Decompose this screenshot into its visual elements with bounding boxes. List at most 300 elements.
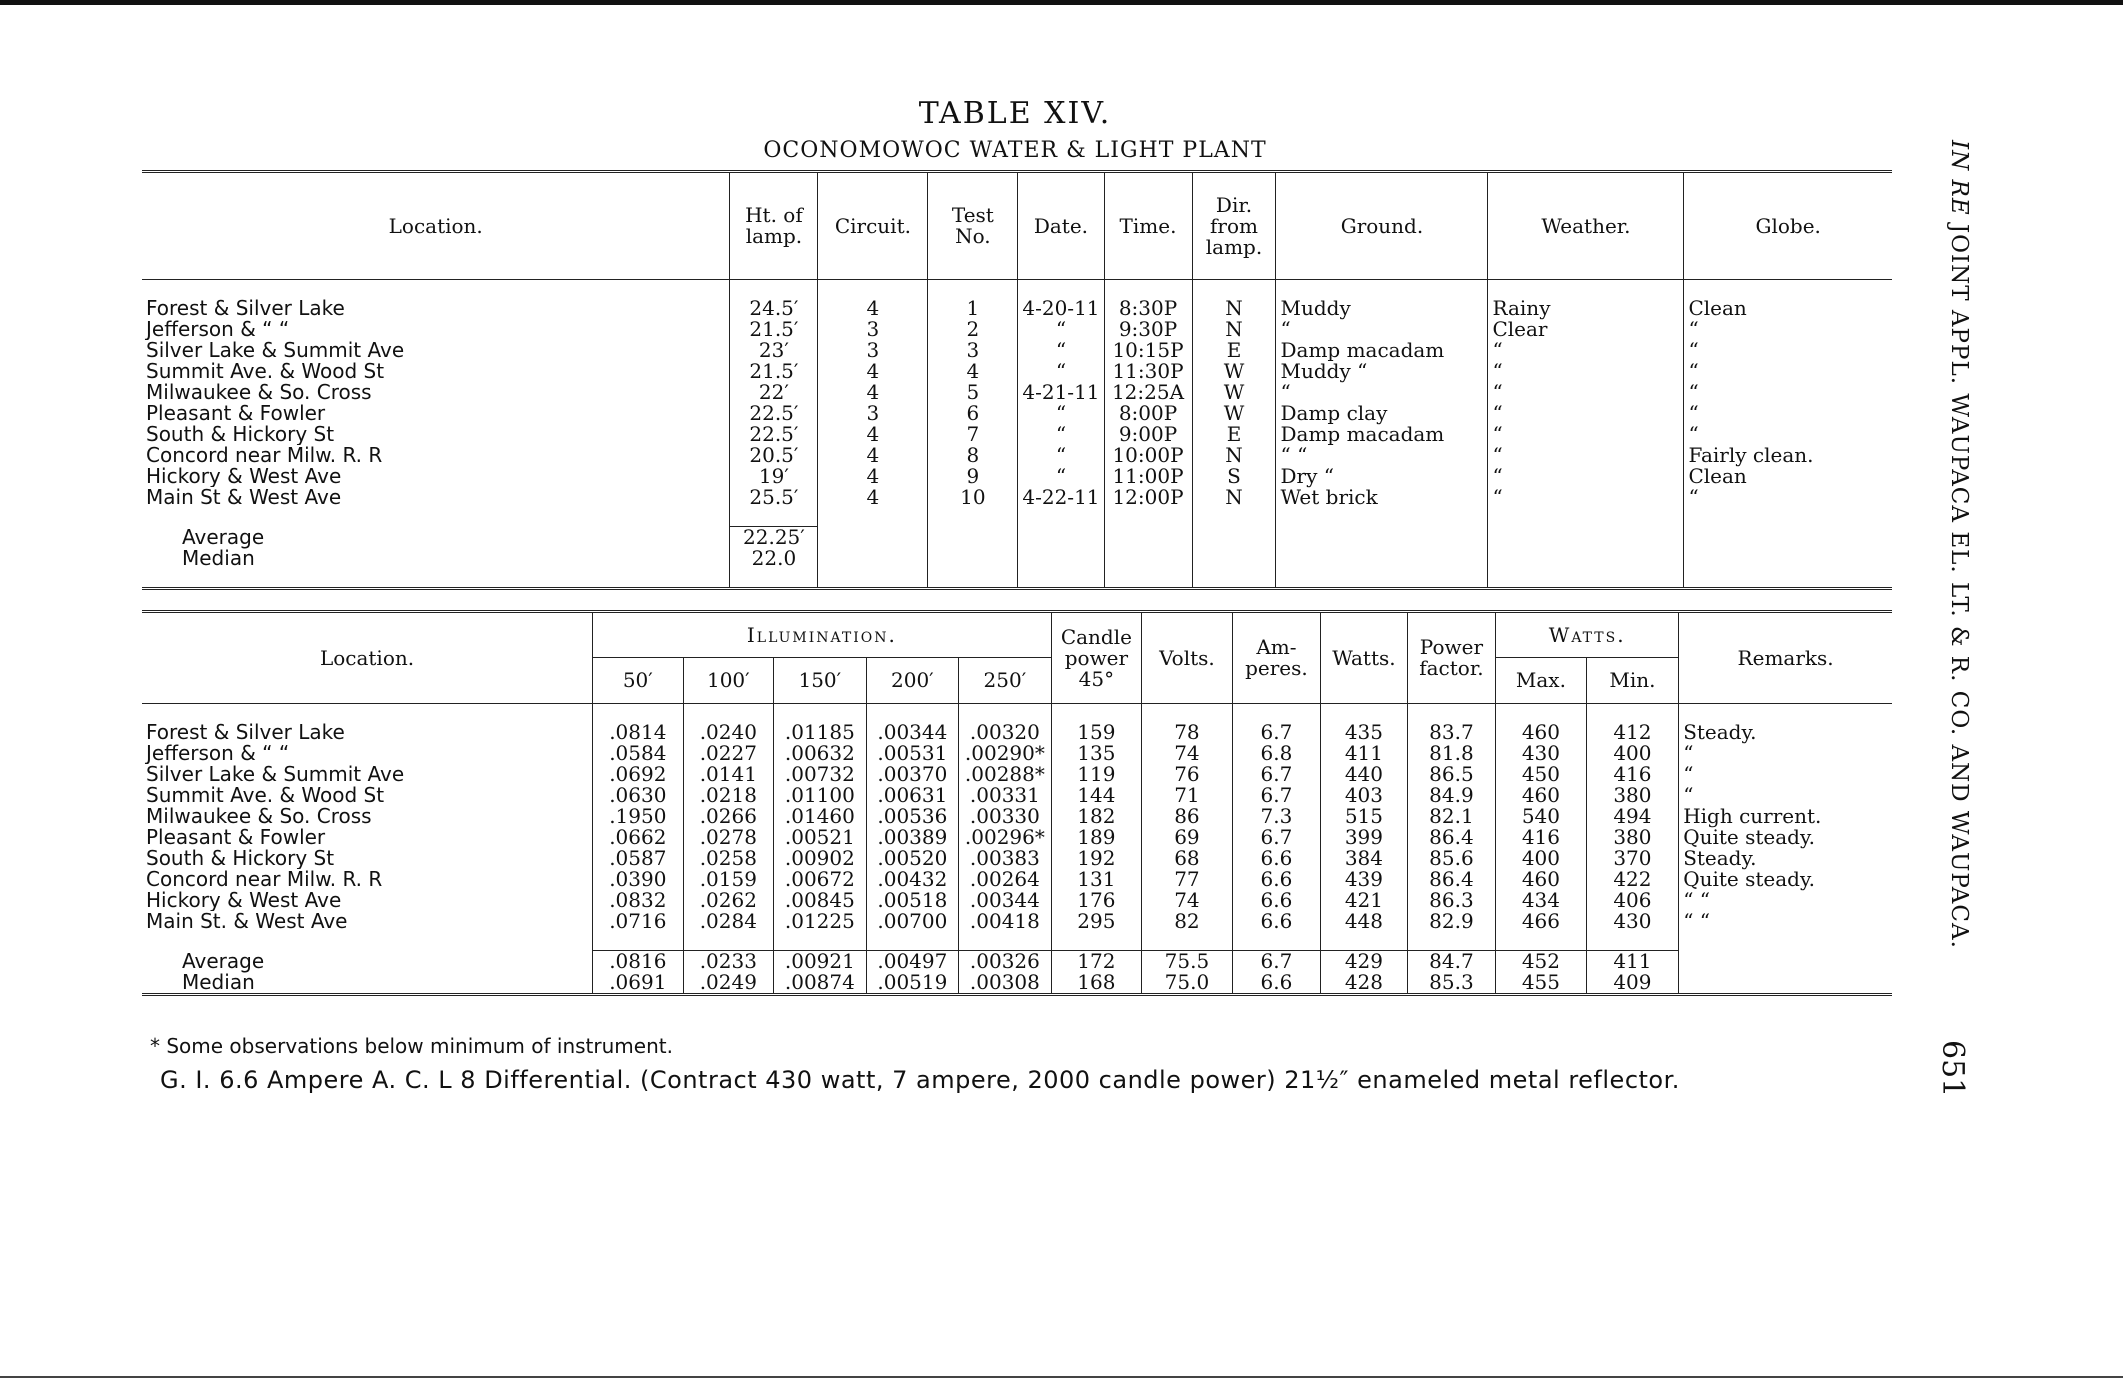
- cell-remarks: “: [1679, 743, 1892, 764]
- col2-ill-50: 50′: [593, 658, 684, 704]
- table-row: [142, 361, 1892, 382]
- cell-amps: 6.7: [1232, 785, 1321, 806]
- col2-location: Location.: [142, 612, 593, 704]
- cell-remarks: “: [1679, 785, 1892, 806]
- cell-illumination: .00631: [866, 785, 959, 806]
- col-location: Location.: [142, 172, 730, 280]
- cell-illumination: .00531: [866, 743, 959, 764]
- cell-volts: 74: [1142, 743, 1233, 764]
- summary-cp: 168: [1051, 972, 1142, 995]
- table-row: [142, 298, 1892, 319]
- cell-volts: 76: [1142, 764, 1233, 785]
- cell-dir: N: [1192, 445, 1276, 466]
- cell-ground: Muddy “: [1276, 361, 1488, 382]
- cell-illumination: .0266: [683, 806, 774, 827]
- cell-pf: 86.4: [1407, 869, 1496, 890]
- cell-volts: 68: [1142, 848, 1233, 869]
- cell-ht: 22.5′: [730, 424, 818, 445]
- cell-location: Summit Ave. & Wood St: [146, 361, 385, 382]
- cell-illumination: .0141: [683, 764, 774, 785]
- cell-test: 6: [928, 403, 1018, 424]
- cell-test: 9: [928, 466, 1018, 487]
- cell-amps: 6.7: [1232, 764, 1321, 785]
- summary-ht: 22.25′: [730, 527, 818, 549]
- cell-circuit: 4: [818, 445, 928, 466]
- col2-candle-power: Candle power 45°: [1051, 612, 1142, 704]
- cell-ground: Damp clay: [1276, 403, 1488, 424]
- cell-min: 416: [1586, 764, 1679, 785]
- cell-ground: “: [1276, 319, 1488, 340]
- cell-date: 4-20-11: [1018, 298, 1104, 319]
- cell-cp: 135: [1051, 743, 1142, 764]
- cell-globe: “: [1684, 424, 1892, 445]
- summary-illumination: .0233: [683, 951, 774, 973]
- cell-pf: 82.9: [1407, 911, 1496, 932]
- footnote: * Some observations below minimum of instrument.: [150, 1034, 673, 1058]
- cell-weather: “: [1488, 445, 1684, 466]
- cell-illumination: .00536: [866, 806, 959, 827]
- cell-location: Main St. & West Ave: [146, 911, 348, 932]
- cell-dir: W: [1192, 361, 1276, 382]
- cell-amps: 6.8: [1232, 743, 1321, 764]
- cell-illumination: .01185: [774, 722, 867, 743]
- cell-pf: 85.6: [1407, 848, 1496, 869]
- cell-ht: 22.5′: [730, 403, 818, 424]
- col2-volts: Volts.: [1142, 612, 1233, 704]
- table-row: [142, 382, 1892, 403]
- cell-pf: 82.1: [1407, 806, 1496, 827]
- cell-volts: 78: [1142, 722, 1233, 743]
- cell-watts: 411: [1321, 743, 1407, 764]
- cell-illumination: .0662: [593, 827, 684, 848]
- cell-max: 434: [1496, 890, 1587, 911]
- cell-cp: 176: [1051, 890, 1142, 911]
- summary-volts: 75.0: [1142, 972, 1233, 995]
- cell-location: Forest & Silver Lake: [146, 298, 345, 319]
- col2-watts: Watts.: [1321, 612, 1407, 704]
- cell-date: “: [1018, 424, 1104, 445]
- cell-illumination: .00672: [774, 869, 867, 890]
- cell-weather: “: [1488, 340, 1684, 361]
- table-subtitle: OCONOMOWOC WATER & LIGHT PLANT: [763, 138, 1267, 163]
- cell-amps: 6.7: [1232, 827, 1321, 848]
- cell-location: South & Hickory St: [146, 424, 335, 445]
- col2-ill-200: 200′: [866, 658, 959, 704]
- summary-pf: 84.7: [1407, 951, 1496, 973]
- cell-time: 10:00P: [1104, 445, 1192, 466]
- cell-illumination: .00288*: [959, 764, 1052, 785]
- cell-location: Silver Lake & Summit Ave: [146, 764, 405, 785]
- cell-time: 12:00P: [1104, 487, 1192, 508]
- col-weather: Weather.: [1488, 172, 1684, 280]
- summary-max: 455: [1496, 972, 1587, 995]
- cell-time: 9:00P: [1104, 424, 1192, 445]
- cell-illumination: .00344: [959, 890, 1052, 911]
- cell-weather: “: [1488, 382, 1684, 403]
- cell-dir: W: [1192, 382, 1276, 403]
- cell-illumination: .0584: [593, 743, 684, 764]
- cell-illumination: .0278: [683, 827, 774, 848]
- cell-illumination: .0692: [593, 764, 684, 785]
- summary-row: [142, 527, 1892, 549]
- cell-remarks: Quite steady.: [1679, 869, 1892, 890]
- cell-volts: 74: [1142, 890, 1233, 911]
- col2-power-factor: Power factor.: [1407, 612, 1496, 704]
- cell-time: 12:25A: [1104, 382, 1192, 403]
- cell-cp: 131: [1051, 869, 1142, 890]
- cell-time: 8:30P: [1104, 298, 1192, 319]
- cell-watts: 403: [1321, 785, 1407, 806]
- cell-ground: Damp macadam: [1276, 340, 1488, 361]
- cell-pf: 86.4: [1407, 827, 1496, 848]
- cell-circuit: 4: [818, 382, 928, 403]
- cell-test: 8: [928, 445, 1018, 466]
- cell-location: Jefferson & “ “: [146, 319, 290, 340]
- col2-amperes: Am-peres.: [1232, 612, 1321, 704]
- cell-illumination: .00383: [959, 848, 1052, 869]
- cell-location: Main St & West Ave: [146, 487, 342, 508]
- cell-globe: “: [1684, 382, 1892, 403]
- table-row: [142, 340, 1892, 361]
- summary-illumination: .00326: [959, 951, 1052, 973]
- cell-max: 540: [1496, 806, 1587, 827]
- cell-ground: Dry “: [1276, 466, 1488, 487]
- cell-ht: 20.5′: [730, 445, 818, 466]
- cell-date: “: [1018, 445, 1104, 466]
- cell-illumination: .0218: [683, 785, 774, 806]
- cell-amps: 6.7: [1232, 722, 1321, 743]
- page-bottom-rule: [0, 1376, 2123, 1378]
- cell-illumination: .0227: [683, 743, 774, 764]
- cell-illumination: .00264: [959, 869, 1052, 890]
- cell-max: 400: [1496, 848, 1587, 869]
- cell-circuit: 3: [818, 340, 928, 361]
- cell-test: 1: [928, 298, 1018, 319]
- cell-illumination: .00902: [774, 848, 867, 869]
- cell-ht: 23′: [730, 340, 818, 361]
- summary-illumination: .0249: [683, 972, 774, 995]
- cell-min: 370: [1586, 848, 1679, 869]
- cell-volts: 86: [1142, 806, 1233, 827]
- running-head: [1940, 140, 1974, 1080]
- cell-ht: 19′: [730, 466, 818, 487]
- col-ht-of-lamp: Ht. of lamp.: [730, 172, 818, 280]
- cell-illumination: .0240: [683, 722, 774, 743]
- col-circuit: Circuit.: [818, 172, 928, 280]
- cell-watts: 439: [1321, 869, 1407, 890]
- cell-illumination: .00320: [959, 722, 1052, 743]
- col2-watts-group: Watts.: [1496, 612, 1679, 658]
- page-top-rule: [0, 0, 2123, 5]
- cell-illumination: .0390: [593, 869, 684, 890]
- cell-location: Milwaukee & So. Cross: [146, 382, 372, 403]
- cell-cp: 119: [1051, 764, 1142, 785]
- table-row: [142, 848, 1892, 869]
- cell-dir: E: [1192, 424, 1276, 445]
- cell-globe: “: [1684, 487, 1892, 508]
- cell-amps: 7.3: [1232, 806, 1321, 827]
- table-row: [142, 764, 1892, 785]
- cell-ground: Wet brick: [1276, 487, 1488, 508]
- summary-pf: 85.3: [1407, 972, 1496, 995]
- cell-watts: 448: [1321, 911, 1407, 932]
- cell-cp: 144: [1051, 785, 1142, 806]
- cell-illumination: .0814: [593, 722, 684, 743]
- cell-location: Hickory & West Ave: [146, 890, 342, 911]
- cell-max: 450: [1496, 764, 1587, 785]
- cell-weather: Rainy: [1488, 298, 1684, 319]
- cell-min: 422: [1586, 869, 1679, 890]
- cell-illumination: .01225: [774, 911, 867, 932]
- summary-row: [142, 548, 1892, 569]
- cell-location: Pleasant & Fowler: [146, 827, 326, 848]
- cell-dir: W: [1192, 403, 1276, 424]
- cell-illumination: .00432: [866, 869, 959, 890]
- cell-test: 3: [928, 340, 1018, 361]
- col-test-no: Test No.: [928, 172, 1018, 280]
- cell-max: 460: [1496, 785, 1587, 806]
- table-row: [142, 827, 1892, 848]
- col2-min: Min.: [1586, 658, 1679, 704]
- cell-date: 4-21-11: [1018, 382, 1104, 403]
- cell-globe: Clean: [1684, 298, 1892, 319]
- summary-volts: 75.5: [1142, 951, 1233, 973]
- cell-time: 10:15P: [1104, 340, 1192, 361]
- cell-cp: 189: [1051, 827, 1142, 848]
- cell-min: 494: [1586, 806, 1679, 827]
- cell-ground: “: [1276, 382, 1488, 403]
- summary-illumination: .00874: [774, 972, 867, 995]
- cell-watts: 399: [1321, 827, 1407, 848]
- cell-illumination: .0258: [683, 848, 774, 869]
- cell-illumination: .0262: [683, 890, 774, 911]
- cell-min: 406: [1586, 890, 1679, 911]
- cell-ht: 21.5′: [730, 361, 818, 382]
- cell-max: 416: [1496, 827, 1587, 848]
- cell-globe: Clean: [1684, 466, 1892, 487]
- cell-illumination: .0284: [683, 911, 774, 932]
- cell-min: 380: [1586, 827, 1679, 848]
- col2-max: Max.: [1496, 658, 1587, 704]
- table-row: [142, 785, 1892, 806]
- cell-remarks: “: [1679, 764, 1892, 785]
- summary-ht: 22.0: [730, 548, 818, 569]
- cell-illumination: .0832: [593, 890, 684, 911]
- cell-remarks: Steady.: [1679, 848, 1892, 869]
- cell-illumination: .00732: [774, 764, 867, 785]
- cell-illumination: .00290*: [959, 743, 1052, 764]
- cell-volts: 71: [1142, 785, 1233, 806]
- cell-illumination: .00389: [866, 827, 959, 848]
- cell-illumination: .00845: [774, 890, 867, 911]
- summary-illumination: .00308: [959, 972, 1052, 995]
- cell-globe: Fairly clean.: [1684, 445, 1892, 466]
- cell-remarks: “ “: [1679, 890, 1892, 911]
- col-time: Time.: [1104, 172, 1192, 280]
- cell-dir: S: [1192, 466, 1276, 487]
- summary-row: [142, 972, 1892, 995]
- cell-cp: 159: [1051, 722, 1142, 743]
- cell-illumination: .01100: [774, 785, 867, 806]
- cell-circuit: 3: [818, 403, 928, 424]
- cell-max: 460: [1496, 869, 1587, 890]
- cell-pf: 84.9: [1407, 785, 1496, 806]
- cell-watts: 435: [1321, 722, 1407, 743]
- cell-test: 5: [928, 382, 1018, 403]
- cell-min: 400: [1586, 743, 1679, 764]
- summary-amps: 6.7: [1232, 951, 1321, 973]
- cell-weather: “: [1488, 487, 1684, 508]
- cell-ground: “ “: [1276, 445, 1488, 466]
- summary-row: [142, 951, 1892, 973]
- cell-illumination: .00370: [866, 764, 959, 785]
- summary-illumination: .00519: [866, 972, 959, 995]
- cell-circuit: 4: [818, 361, 928, 382]
- table-row: [142, 424, 1892, 445]
- cell-time: 11:30P: [1104, 361, 1192, 382]
- cell-illumination: .0716: [593, 911, 684, 932]
- cell-remarks: Steady.: [1679, 722, 1892, 743]
- table-row: [142, 890, 1892, 911]
- cell-ht: 21.5′: [730, 319, 818, 340]
- summary-label: Average: [182, 948, 265, 973]
- cell-illumination: .0159: [683, 869, 774, 890]
- cell-ground: Muddy: [1276, 298, 1488, 319]
- summary-watts: 428: [1321, 972, 1407, 995]
- cell-min: 380: [1586, 785, 1679, 806]
- summary-cp: 172: [1051, 951, 1142, 973]
- running-head-rest: JOINT APPL. WAUPACA EL. LT. & R. CO. AND WAUPACA.: [1946, 215, 1972, 949]
- footer-note: G. I. 6.6 Ampere A. C. L 8 Differential. (Contract 430 watt, 7 ampere, 2000 candle power) 21½″ enameled metal reflector.: [160, 1066, 1680, 1094]
- cell-location: Summit Ave. & Wood St: [146, 785, 385, 806]
- cell-date: “: [1018, 403, 1104, 424]
- cell-watts: 515: [1321, 806, 1407, 827]
- cell-illumination: .01460: [774, 806, 867, 827]
- cell-pf: 86.3: [1407, 890, 1496, 911]
- table-row: [142, 319, 1892, 340]
- col-date: Date.: [1018, 172, 1104, 280]
- cell-cp: 192: [1051, 848, 1142, 869]
- page-number: 651: [1935, 1040, 1970, 1098]
- summary-label: Average: [182, 524, 265, 549]
- cell-remarks: Quite steady.: [1679, 827, 1892, 848]
- cell-pf: 86.5: [1407, 764, 1496, 785]
- cell-illumination: .00418: [959, 911, 1052, 932]
- summary-watts: 429: [1321, 951, 1407, 973]
- table-row: [142, 911, 1892, 932]
- cell-circuit: 4: [818, 424, 928, 445]
- summary-min: 411: [1586, 951, 1679, 973]
- cell-amps: 6.6: [1232, 890, 1321, 911]
- cell-circuit: 4: [818, 487, 928, 508]
- cell-cp: 182: [1051, 806, 1142, 827]
- cell-weather: Clear: [1488, 319, 1684, 340]
- cell-location: Concord near Milw. R. R: [146, 445, 383, 466]
- cell-date: “: [1018, 361, 1104, 382]
- cell-globe: “: [1684, 403, 1892, 424]
- cell-globe: “: [1684, 340, 1892, 361]
- summary-illumination: .0691: [593, 972, 684, 995]
- cell-amps: 6.6: [1232, 911, 1321, 932]
- table-row: [142, 869, 1892, 890]
- cell-globe: “: [1684, 319, 1892, 340]
- cell-min: 430: [1586, 911, 1679, 932]
- cell-ht: 25.5′: [730, 487, 818, 508]
- table-row: [142, 487, 1892, 508]
- summary-max: 452: [1496, 951, 1587, 973]
- cell-location: Concord near Milw. R. R: [146, 869, 383, 890]
- cell-test: 10: [928, 487, 1018, 508]
- cell-dir: N: [1192, 319, 1276, 340]
- summary-illumination: .0816: [593, 951, 684, 973]
- cell-illumination: .00344: [866, 722, 959, 743]
- col2-illumination: Illumination.: [593, 612, 1052, 658]
- cell-location: South & Hickory St: [146, 848, 335, 869]
- col2-ill-100: 100′: [683, 658, 774, 704]
- table-illumination: [142, 610, 1892, 996]
- cell-globe: “: [1684, 361, 1892, 382]
- cell-date: “: [1018, 466, 1104, 487]
- col-ground: Ground.: [1276, 172, 1488, 280]
- cell-dir: N: [1192, 298, 1276, 319]
- table-row: [142, 743, 1892, 764]
- cell-location: Pleasant & Fowler: [146, 403, 326, 424]
- cell-volts: 82: [1142, 911, 1233, 932]
- cell-test: 2: [928, 319, 1018, 340]
- cell-dir: E: [1192, 340, 1276, 361]
- col-dir-from-lamp: Dir. from lamp.: [1192, 172, 1276, 280]
- cell-watts: 440: [1321, 764, 1407, 785]
- cell-illumination: .1950: [593, 806, 684, 827]
- running-head-em: IN RE: [1946, 140, 1972, 216]
- cell-time: 11:00P: [1104, 466, 1192, 487]
- summary-label: Median: [182, 970, 255, 994]
- col2-remarks: Remarks.: [1679, 612, 1892, 704]
- cell-date: “: [1018, 319, 1104, 340]
- cell-location: Silver Lake & Summit Ave: [146, 340, 405, 361]
- cell-min: 412: [1586, 722, 1679, 743]
- cell-weather: “: [1488, 424, 1684, 445]
- table-row: [142, 403, 1892, 424]
- cell-illumination: .00520: [866, 848, 959, 869]
- cell-location: Milwaukee & So. Cross: [146, 806, 372, 827]
- cell-illumination: .00296*: [959, 827, 1052, 848]
- table-locations: [142, 170, 1892, 590]
- cell-weather: “: [1488, 403, 1684, 424]
- cell-circuit: 4: [818, 298, 928, 319]
- table-row: [142, 445, 1892, 466]
- cell-pf: 81.8: [1407, 743, 1496, 764]
- cell-volts: 77: [1142, 869, 1233, 890]
- table-row: [142, 722, 1892, 743]
- cell-date: 4-22-11: [1018, 487, 1104, 508]
- summary-min: 409: [1586, 972, 1679, 995]
- cell-illumination: .00521: [774, 827, 867, 848]
- cell-illumination: .0630: [593, 785, 684, 806]
- cell-volts: 69: [1142, 827, 1233, 848]
- col2-ill-150: 150′: [774, 658, 867, 704]
- cell-test: 7: [928, 424, 1018, 445]
- cell-time: 8:00P: [1104, 403, 1192, 424]
- summary-label: Median: [182, 546, 255, 570]
- col2-ill-250: 250′: [959, 658, 1052, 704]
- table-row: [142, 466, 1892, 487]
- cell-watts: 421: [1321, 890, 1407, 911]
- summary-illumination: .00921: [774, 951, 867, 973]
- cell-location: Forest & Silver Lake: [146, 722, 345, 743]
- cell-max: 466: [1496, 911, 1587, 932]
- cell-location: Hickory & West Ave: [146, 466, 342, 487]
